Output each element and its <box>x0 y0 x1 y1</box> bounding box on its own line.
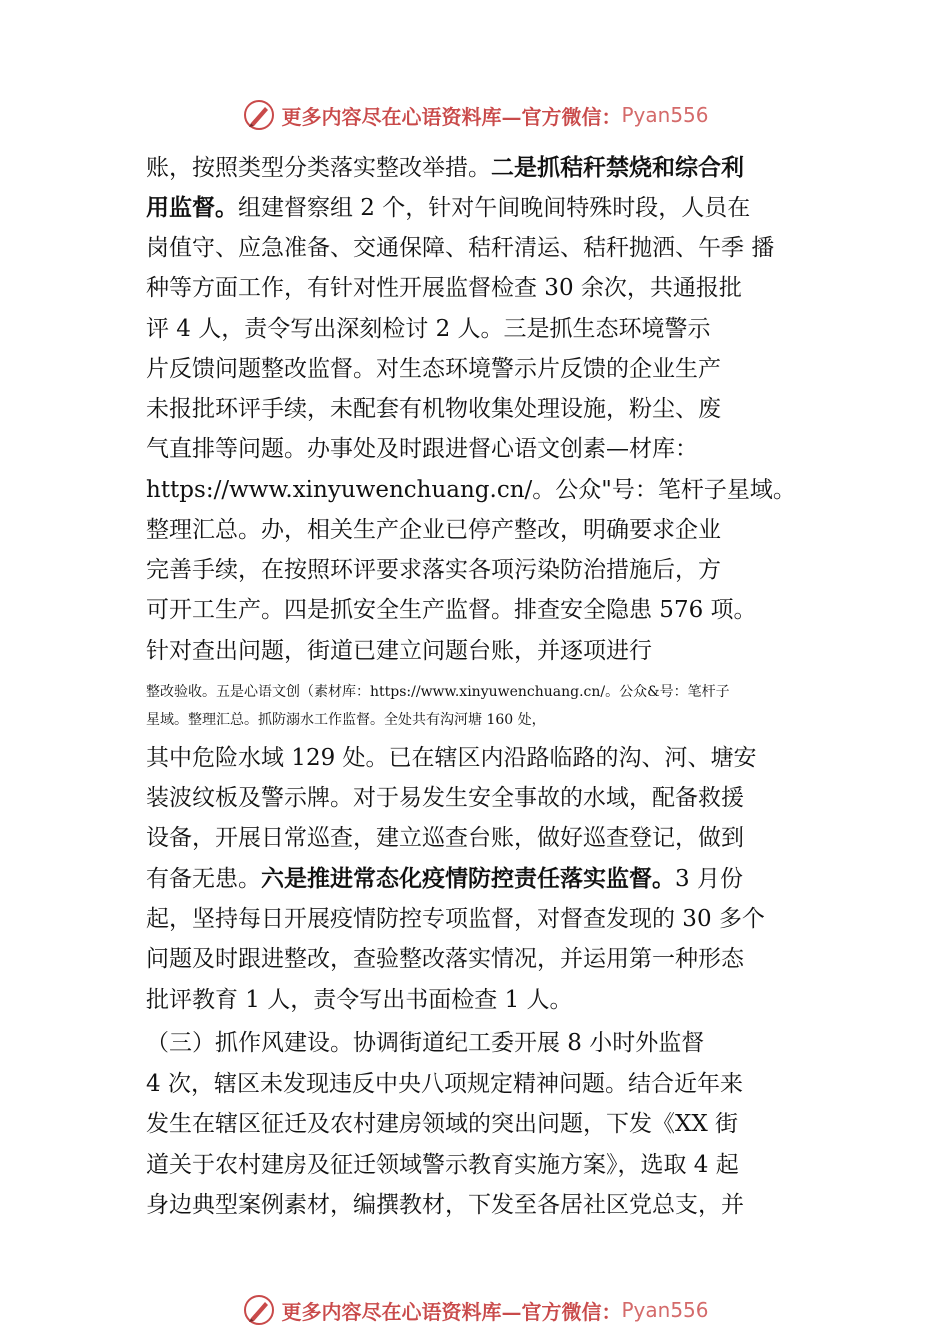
text-segment: 岗值守、应急准备、交通保障、秸秆清运、秸秆抛洒、午季 播 <box>146 235 775 261</box>
text-line <box>146 234 774 262</box>
text-line <box>146 905 765 933</box>
text-segment: 针对查出问题，街道已建立问题台账，并逐项进行 <box>146 638 652 664</box>
text-line <box>146 1151 739 1179</box>
text-line <box>146 1110 738 1138</box>
bold-text-segment: 二是抓秸秆禁烧和综合利 <box>491 154 744 181</box>
text-segment: 问题及时跟进整改，查验整改落实情况，并运用第一种形态 <box>146 946 744 972</box>
text-line <box>146 596 757 624</box>
text-segment: 身边典型案例素材，编撰教材，下发至各居社区党总支，并 <box>146 1192 744 1218</box>
text-segment: 4 次，辖区未发现违反中央八项规定精神问题。结合近年来 <box>146 1071 743 1097</box>
text-line <box>146 516 721 544</box>
text-segment: 装波纹板及警示牌。对于易发生安全事故的水域，配备救援 <box>146 785 744 811</box>
text-segment: （三）抓作风建设。协调街道纪工委开展 8 小时外监督 <box>146 1030 705 1056</box>
header-watermark-banner <box>0 95 950 135</box>
text-segment: 未报批环评手续，未配套有机物收集处理设施，粉尘、废 <box>146 396 721 422</box>
text-line <box>146 274 742 302</box>
text-segment: 完善手续，在按照环评要求落实各项污染防治措施后，方 <box>146 557 721 583</box>
text-segment: 设备，开展日常巡查，建立巡查台账，做好巡查登记，做到 <box>146 825 744 851</box>
text-line <box>146 986 573 1014</box>
text-segment: https://www.xinyuwenchuang.cn/。公众"号：笔杆子星域。 <box>146 477 796 503</box>
text-line <box>146 476 796 504</box>
text-segment: 星域。整理汇总。抓防溺水工作监督。全处共有沟河塘 160 处， <box>146 712 546 728</box>
text-line <box>146 435 698 463</box>
text-line <box>146 1070 743 1098</box>
text-segment: 批评教育 1 人，责令写出书面检查 1 人。 <box>146 987 573 1013</box>
banner-text: 更多内容尽在心语资料库—官方微信： <box>281 104 622 129</box>
text-segment: 其中危险水域 129 处。已在辖区内沿路临路的沟、河、塘安 <box>146 745 757 771</box>
text-segment: 片反馈问题整改监督。对生态环境警示片反馈的企业生产 <box>146 356 721 382</box>
text-line <box>146 395 721 423</box>
text-segment: 起，坚持每日开展疫情防控专项监督，对督查发现的 30 多个 <box>146 906 765 932</box>
pen-logo-icon <box>241 97 277 133</box>
pen-logo-icon <box>241 1292 277 1328</box>
footer-watermark-banner <box>0 1290 950 1330</box>
text-segment: 有备无患。 <box>146 866 261 892</box>
text-segment: 道关于农村建房及征迁领域警示教育实施方案》，选取 4 起 <box>146 1152 739 1178</box>
text-segment: 整理汇总。办，相关生产企业已停产整改，明确要求企业 <box>146 517 721 543</box>
bold-text-segment: 用监督。 <box>146 194 238 221</box>
text-segment: 种等方面工作，有针对性开展监督检查 30 余次，共通报批 <box>146 275 742 301</box>
text-segment: 整改验收。五是心语文创（素材库：https://www.xinyuwenchuang.cn/。公众&号：笔杆子 <box>146 684 730 700</box>
text-segment: 账，按照类型分类落实整改举措。 <box>146 155 491 181</box>
text-line <box>146 945 744 973</box>
text-line <box>146 710 546 730</box>
text-line <box>146 154 744 182</box>
text-line <box>146 637 652 665</box>
banner-wechat-id: Pyan556 <box>621 1298 709 1322</box>
banner-text: 更多内容尽在心语资料库—官方微信： <box>281 1299 622 1324</box>
text-line <box>146 1191 744 1219</box>
banner-wechat-id: Pyan556 <box>621 103 709 127</box>
text-line <box>146 784 744 812</box>
bold-text-segment: 六是推进常态化疫情防控责任落实监督。 <box>261 865 675 892</box>
text-segment: 可开工生产。四是抓安全生产监督。排查安全隐患 576 项。 <box>146 597 757 623</box>
text-segment: 组建督察组 2 个，针对午间晚间特殊时段，人员在 <box>238 195 751 221</box>
text-line <box>146 355 721 383</box>
text-segment: 气直排等问题。办事处及时跟进督心语文创素—材库： <box>146 436 698 462</box>
text-segment: 评 4 人，责令写出深刻检讨 2 人。三是抓生态环境警示 <box>146 316 711 342</box>
text-line <box>146 824 744 852</box>
text-line <box>146 744 757 772</box>
text-line <box>146 1029 704 1057</box>
text-line <box>146 682 730 702</box>
text-line <box>146 315 711 343</box>
text-line <box>146 865 743 893</box>
text-line <box>146 556 721 584</box>
text-line <box>146 194 750 222</box>
text-segment: 发生在辖区征迁及农村建房领域的突出问题，下发《XX 街 <box>146 1111 739 1137</box>
text-segment: 3 月份 <box>675 866 743 892</box>
